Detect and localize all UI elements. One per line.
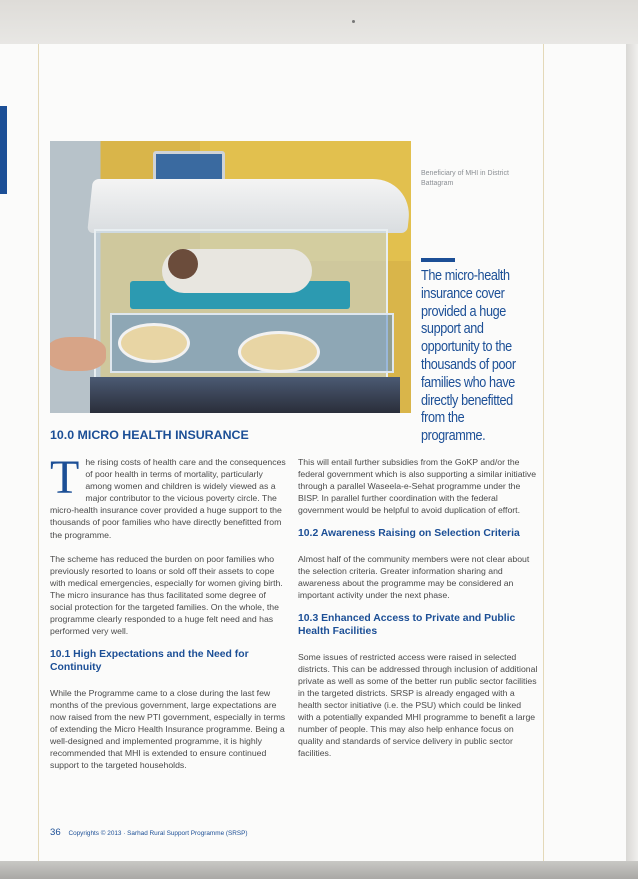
photo-hand (50, 337, 106, 371)
right-column (298, 456, 538, 759)
body-paragraph: This will entail further subsidies from the GoKP and/or the federal government which is also supporting a similar initiative through a parallel Waseela-e-Sehat programme under the BISP. In parallel further coordination with the federal government would be helpful to avoid duplication of effort. (298, 457, 537, 516)
section-tab-marker (0, 106, 7, 194)
page-footer (50, 827, 248, 838)
pull-quote: The micro-health insurance cover provided a huge support and opportunity to the thousands of poor families who have directly benefitted from the programme. (421, 268, 516, 445)
section-heading: 10.0 MICRO HEALTH INSURANCE (50, 428, 249, 442)
drop-cap: T (50, 451, 80, 504)
body-paragraph: The scheme has reduced the burden on poor families who previously resorted to loans or sold off their assets to cope with medical emergencies, especially for women giving birth. The micro insurance has thus facilitated some degree of social protection for the targeted families. On the whole, the programme clearly responded to a huge felt need and has performed very well. (50, 553, 283, 637)
subsection-heading: 10.1 High Expectations and the Need for Continuity (50, 649, 249, 673)
incubator-photo (50, 141, 411, 413)
subsection-heading: 10.2 Awareness Raising on Selection Criteria (298, 528, 520, 540)
copyright-text: Copyrights © 2013 · Sarhad Rural Support Programme (SRSP) (68, 830, 248, 837)
pull-quote-bar (421, 258, 455, 262)
subsection-heading: 10.3 Enhanced Access to Private and Public Health Facilities (298, 613, 516, 638)
photo-caption: Beneficiary of MHI in District Battagram (421, 170, 509, 187)
body-paragraph: Almost half of the community members were not clear about the selection criteria. Greater information sharing and awareness about the programme may be considered an important activity under the next phase. (298, 554, 530, 601)
scan-top-margin (0, 0, 638, 44)
body-paragraph: he rising costs of health care and the consequences of poor health in terms of mortality, particularly among women and children is widely viewed as a major contributor to the vicious poverty circle. The micro-health insurance cover provided a huge support to the thousands of poor families who have directly benefitted from the programme. (50, 457, 286, 540)
left-column (50, 451, 290, 771)
margin-guide-right (543, 44, 544, 861)
body-paragraph: Some issues of restricted access were raised in selected districts. This can be addressed through inclusion of additional private as well as some of the better run public sector facilities in the targeted districts. SRSP is already engaged with a health sector initiative (i.e. the PSU) which could be linked with a potentially expanded MHI programme to benefit a large number of people. This may also help enhance focus on quality and standards of service delivery in public sector facilities. (298, 651, 538, 759)
page-number: 36 (50, 827, 61, 838)
photo-incubator-hood (87, 179, 411, 233)
scan-bottom-margin (0, 861, 638, 879)
scan-artifact (352, 20, 355, 23)
page-edge (626, 44, 638, 861)
body-paragraph: While the Programme came to a close during the last few months of the previous government, large expectations are now raised from the new PTI government, especially in terms of extending the Micro Health Insurance programme. Being a well-designed and implemented programme, it is highly recommended that MHI is extended to ensure continued support to the targeted households. (50, 687, 286, 771)
margin-guide-left (38, 44, 39, 861)
